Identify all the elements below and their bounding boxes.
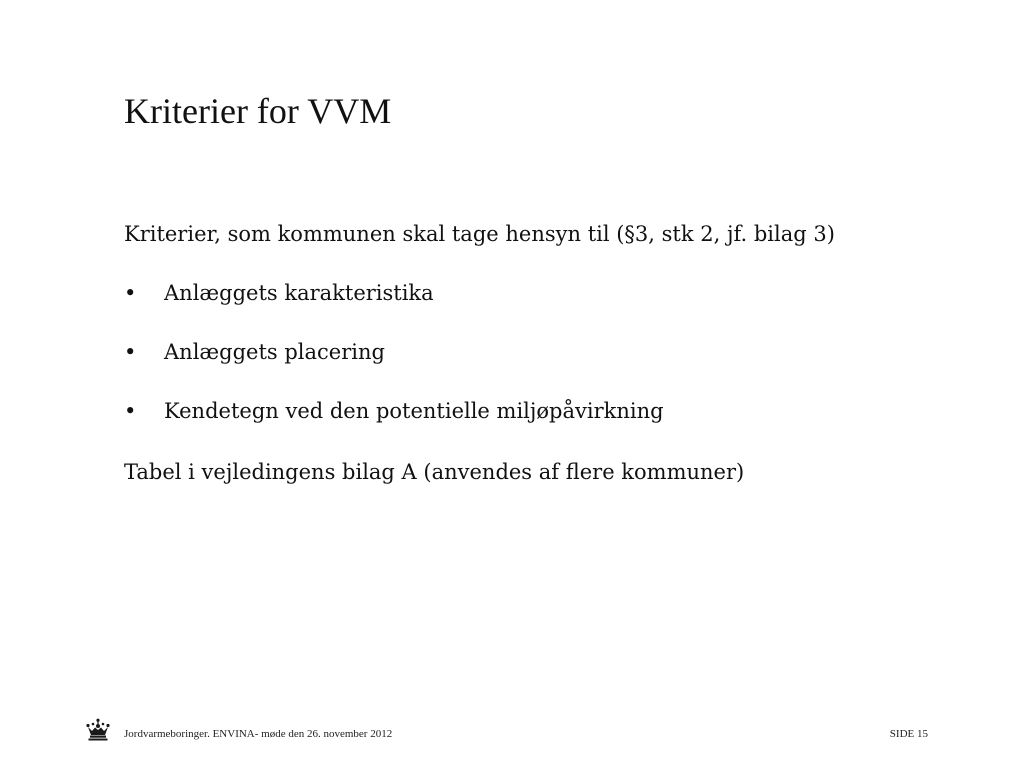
crown-icon — [85, 718, 111, 742]
bullet-marker: • — [124, 399, 137, 423]
slide-title: Kriterier for VVM — [124, 91, 392, 131]
bullet-label: Anlæggets placering — [164, 340, 385, 364]
footer-text: Jordvarmeboringer. ENVINA- møde den 26. november 2012 — [124, 728, 393, 740]
closing-text: Tabel i vejledingens bilag A (anvendes af flere kommuner) — [124, 460, 745, 484]
bullet-marker: • — [124, 281, 137, 305]
page-number: SIDE 15 — [889, 728, 928, 740]
bullet-marker: • — [124, 340, 137, 364]
intro-text: Kriterier, som kommunen skal tage hensyn til (§3, stk 2, jf. bilag 3) — [124, 222, 835, 246]
bullet-label: Anlæggets karakteristika — [164, 281, 434, 305]
bullet-label: Kendetegn ved den potentielle miljøpåvirkning — [164, 399, 664, 423]
